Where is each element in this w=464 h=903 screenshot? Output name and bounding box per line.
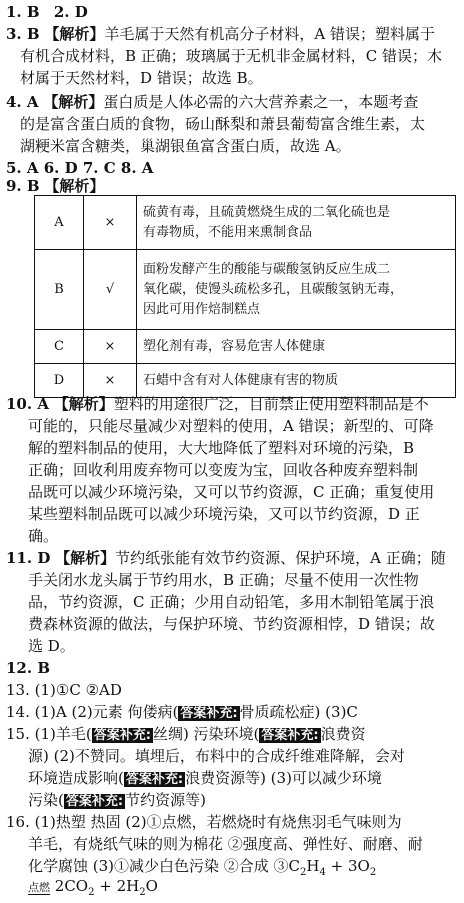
q9-heading: 9. B 【解析】	[6, 177, 105, 195]
answer-supplement-tag: 答案补充:	[261, 728, 319, 743]
answer-supplement-tag: 答案补充:	[65, 794, 124, 809]
table-row: B √ 面粉发酵产生的酸能与碳酸氢钠反应生成二 氧化碳，使馒头疏松多孔，且碳酸氢钠无毒， 因此可用作焙制糕点	[35, 250, 456, 330]
answer-14: 14. (1)A (2)元素 佝偻病( 答案补充: 骨质疏松症) (3)C	[6, 703, 358, 721]
q15-line4: 污染( 答案补充: 节约资源等)	[28, 791, 206, 809]
q3-line3: 材属于天然材料，D 错误；故选 B。	[20, 69, 263, 87]
answer-supplement-tag: 答案补充:	[180, 706, 238, 721]
q16-line2: 羊毛，有烧纸气味的则为棉花 ②强度高、弹性好、耐磨、耐	[28, 835, 423, 853]
q9-analysis-table	[34, 195, 456, 398]
table-row: D × 石蜡中含有对人体健康有害的物质	[35, 364, 456, 398]
q11-line3: 品，节约资源，C 正确；少用自动铅笔，多用木制铅笔属于浪	[28, 593, 435, 611]
answer-12: 12. B	[6, 659, 50, 677]
q11-line5: 选 D。	[28, 637, 75, 655]
q10-line4: 正确；回收利用废弃物可以变废为宝，回收各种废弃塑料制	[28, 461, 419, 479]
table-row: C × 塑化剂有毒，容易危害人体健康	[35, 330, 456, 364]
q16-line1: 16. (1)热塑 热固 (2)①点燃，若燃烧时有烧焦羽毛气味则为	[6, 813, 402, 831]
q4-line2: 的是富含蛋白质的食物，砀山酥梨和萧县葡萄富含维生素，太	[20, 115, 426, 133]
reaction-condition: 点燃	[28, 881, 50, 894]
q10-line7: 确。	[28, 527, 59, 545]
table-row: A × 硫黄有毒，且硫黄燃烧生成的二氧化硫也是 有毒物质，不能用来熏制食品	[35, 196, 456, 250]
q4-line1: 4. A 【解析】蛋白质是人体必需的六大营养素之一，本题考查	[6, 93, 419, 111]
q10-line6: 某些塑料制品既可以减少环境污染，又可以节约资源，D 正	[28, 505, 420, 523]
answer-13: 13. (1)①C ②AD	[6, 681, 122, 699]
answer-supplement-tag: 答案补充:	[93, 728, 151, 743]
answers-1-2: 1. B 2. D	[6, 3, 88, 21]
q15-line1: 15. (1)羊毛( 答案补充: 丝绸) 污染环境( 答案补充: 浪费资	[6, 725, 366, 743]
q11-line1: 11. D 【解析】节约纸张能有效节约资源、保护环境，A 正确；随	[6, 549, 446, 567]
q15-line2: 源) (2)不赞同。填埋后，布料中的合成纤维难降解，会对	[28, 747, 405, 765]
q16-line4: 点燃 $2CO_2 + 2H_2O$	[28, 877, 158, 898]
q10-line3: 解的塑料制品的使用，大大地降低了塑料对环境的污染，B	[28, 439, 415, 457]
q10-line1: 10. A 【解析】塑料的用途很广泛，目前禁止使用塑料制品是不	[6, 395, 429, 413]
q15-line3: 环境造成影响( 答案补充: 浪费资源等) (3)可以减少环境	[28, 769, 382, 787]
q16-line3: 化学腐蚀 (3)①减少白色污染 ②合成 $③C_2H_4 + 3O_2$	[28, 857, 377, 878]
q10-line5: 品既可以减少环境污染，又可以节约资源，C 正确；重复使用	[28, 483, 435, 501]
q4-line3: 湖粳米富含糖类，巢湖银鱼富含蛋白质，故选 A。	[20, 137, 351, 155]
q11-line4: 费森林资源的做法，与保护环境、节约资源相悖，D 错误；故	[28, 615, 435, 633]
q3-line1: 3. B 【解析】羊毛属于天然有机高分子材料，A 错误；塑料属于	[6, 25, 435, 43]
q10-line2: 可能的，只能尽量减少对塑料的使用，A 错误；新型的、可降	[28, 417, 434, 435]
answer-supplement-tag: 答案补充:	[125, 772, 184, 787]
q3-line2: 有机合成材料，B 正确；玻璃属于无机非金属材料，C 错误；木	[20, 47, 443, 65]
answers-5-8: 5. A 6. D 7. C 8. A	[6, 159, 154, 177]
q11-line2: 手关闭水龙头属于节约用水，B 正确；尽量不使用一次性物	[28, 571, 419, 589]
